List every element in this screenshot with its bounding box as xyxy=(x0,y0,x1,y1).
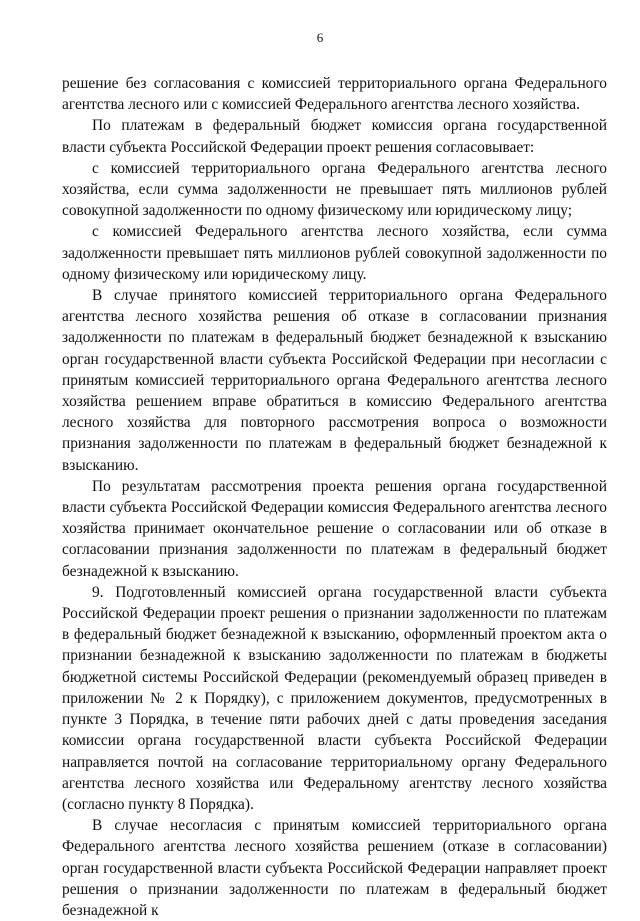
paragraph: В случае несогласия с принятым комиссией территориального органа Федерального агентства лесного хозяйства решением (отказе в согласовании) орган государственной власти субъекта Российской Федерации направляет проект решения о признании задолженности по платежам в федеральный бюджет безнадежной к xyxy=(62,817,607,919)
paragraph: По результатам рассмотрения проекта решения органа государственной власти субъекта Российской Федерации комиссия Федерального агентства лесного хозяйства принимает окончательное решение о согласовании или об отказе в согласовании признания задолженности по платежам в федеральный бюджет безнадежной к взысканию. xyxy=(62,477,607,580)
document-body xyxy=(62,73,607,921)
page-number: 6 xyxy=(316,30,324,45)
list-item: с комиссией территориального органа Федерального агентства лесного хозяйства, если сумма задолженности не превышает пять миллионов рублей совокупной задолженности по одному физическому или юридическому лицу; xyxy=(62,159,607,220)
paragraph: По платежам в федеральный бюджет комиссия органа государственной власти субъекта Российской Федерации проект решения согласовывает: xyxy=(62,117,607,156)
list-item: с комиссией Федерального агентства лесного хозяйства, если сумма задолженности превышает пять миллионов рублей совокупной задолженности по одному физическому или юридическому лицу. xyxy=(62,223,607,283)
numbered-clause: 9. Подготовленный комиссией органа государственной власти субъекта Российской Федерации проект решения о признании задолженности по платежам в федеральный бюджет безнадежной к взысканию, оформленный проектом акта о признании безнадежной к взысканию задолженности по платежам в бюджеты бюджетной системы Российской Федерации (рекомендуемый образец приведен в приложении № 2 к Порядку), с приложением документов, предусмотренных в пункте 3 Порядка, в течение пяти рабочих дней с даты проведения заседания комиссии органа государственной власти субъекта Российской Федерации направляется почтой на согласование территориальному органу Федерального агентства лесного хозяйства или Федеральному агентству лесного хозяйства (согласно пункту 8 Порядка). xyxy=(62,583,607,813)
paragraph: В случае принятого комиссией территориального органа Федерального агентства лесного хозяйства решения об отказе в согласовании признания задолженности по платежам в федеральный бюджет безнадежной к взысканию орган государственной власти субъекта Российской Федерации при несогласии с принятым комиссией территориального органа Федерального агентства лесного хозяйства решением вправе обратиться в комиссию Федерального агентства лесного хозяйства для повторного рассмотрения вопроса о возможности признания задолженности по платежам в федеральный бюджет безнадежной к взысканию. xyxy=(62,287,607,474)
paragraph-continuation: решение без согласования с комиссией территориального органа Федерального агентства лесного или с комиссией Федерального агентства лесного хозяйства. xyxy=(62,75,607,114)
